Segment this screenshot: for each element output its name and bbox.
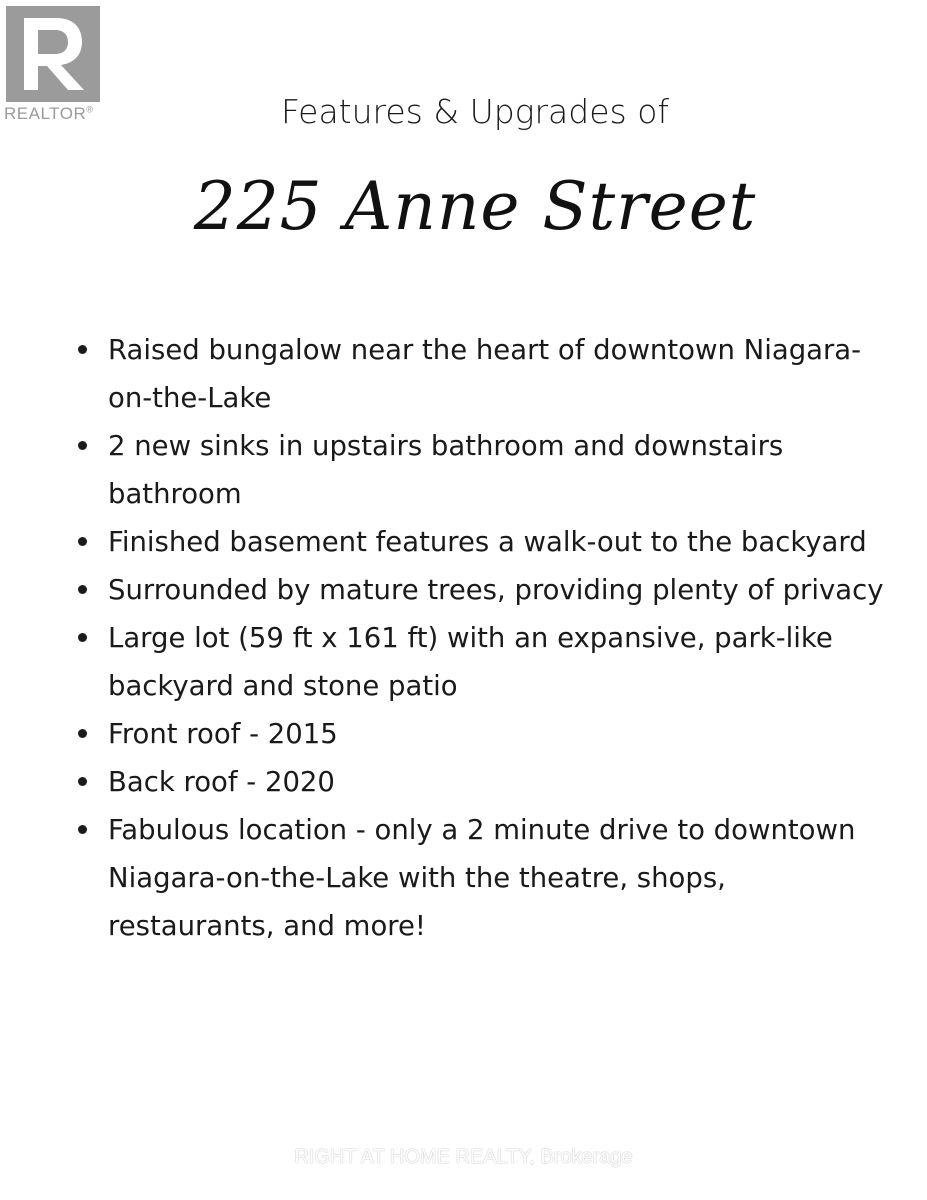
bullet-icon — [78, 585, 87, 594]
feature-item: Back roof - 2020 — [78, 758, 898, 806]
feature-item: Large lot (59 ft x 161 ft) with an expansive, park-like backyard and stone patio — [78, 614, 898, 710]
feature-item: 2 new sinks in upstairs bathroom and downstairs bathroom — [78, 422, 898, 518]
feature-item: Front roof - 2015 — [78, 710, 898, 758]
bullet-icon — [78, 729, 87, 738]
brokerage-watermark: RIGHT AT HOME REALTY, Brokerage — [294, 1146, 633, 1168]
bullet-icon — [78, 441, 87, 450]
bullet-icon — [78, 537, 87, 546]
feature-item: Fabulous location - only a 2 minute drive to downtown Niagara-on-the-Lake with the theatre, shops, restaurants, and more! — [78, 806, 898, 950]
realtor-r-icon — [6, 6, 100, 102]
bullet-icon — [78, 825, 87, 834]
bullet-icon — [78, 777, 87, 786]
property-address-title: 225 Anne Street — [193, 168, 757, 245]
realtor-wordmark: REALTOR® — [4, 104, 94, 123]
bullet-icon — [78, 345, 87, 354]
feature-item: Raised bungalow near the heart of downtown Niagara-on-the-Lake — [78, 326, 898, 422]
features-list — [78, 326, 898, 950]
page-heading: Features & Upgrades of — [280, 92, 670, 131]
feature-item: Surrounded by mature trees, providing plenty of privacy — [78, 566, 898, 614]
bullet-icon — [78, 633, 87, 642]
feature-item: Finished basement features a walk-out to the backyard — [78, 518, 898, 566]
